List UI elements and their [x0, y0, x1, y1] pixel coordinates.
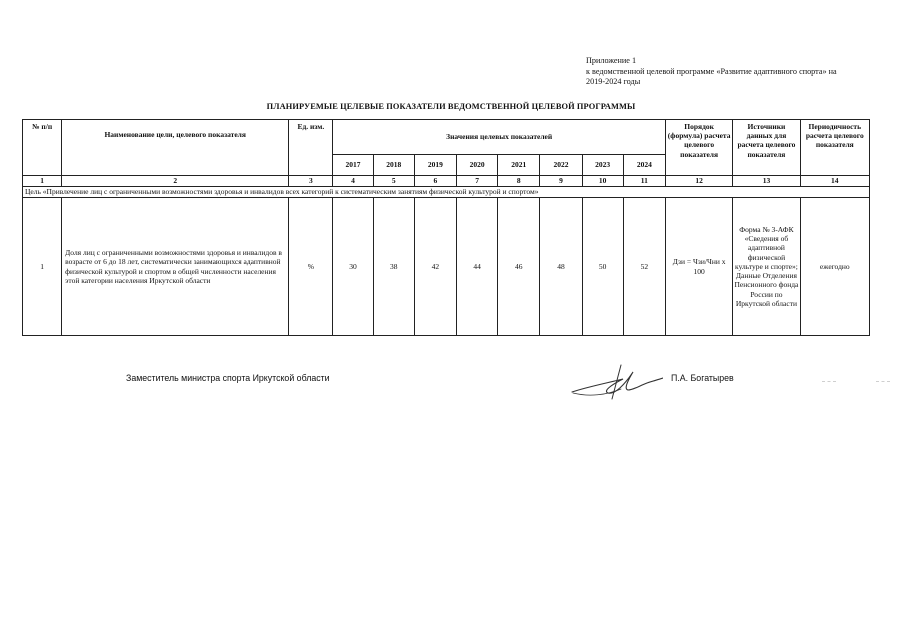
- signatory-name: П.А. Богатырев: [671, 373, 734, 383]
- year-cell: 2019: [414, 155, 456, 176]
- year-cell: 2021: [498, 155, 540, 176]
- column-number: 4: [333, 176, 373, 187]
- value-cell: 44: [456, 198, 497, 336]
- value-cell: 42: [414, 198, 456, 336]
- value-cell: 46: [498, 198, 540, 336]
- value-cell: 38: [373, 198, 414, 336]
- header-name: Наименование цели, целевого показателя: [62, 120, 289, 176]
- value-cell: 30: [333, 198, 373, 336]
- column-number-row: [23, 176, 870, 187]
- header-sources: Источники данных для расчета целевого показателя: [733, 120, 800, 176]
- indicators-table: [22, 119, 870, 336]
- appendix-line-3: 2019-2024 годы: [586, 77, 641, 87]
- goal-text: Цель «Привлечение лиц с ограниченными возможностями здоровья и инвалидов всех категорий к систематическим занятиям физической культурой и спортом»: [23, 187, 870, 198]
- column-number: 7: [456, 176, 497, 187]
- goal-row: [23, 187, 870, 198]
- column-number: 8: [498, 176, 540, 187]
- table-row: [23, 198, 870, 336]
- column-number: 13: [733, 176, 800, 187]
- header-values: Значения целевых показателей: [333, 120, 666, 155]
- value-cell: 48: [540, 198, 582, 336]
- sources-cell: Форма № 3-АФК «Сведения об адаптивной физической культуре и спорте»; Данные Отделения Пенсионного фонда России по Иркутской области: [733, 198, 800, 336]
- header-periodicity: Периодичность расчета целевого показателя: [800, 120, 869, 176]
- year-cell: 2017: [333, 155, 373, 176]
- unit-cell: %: [289, 198, 333, 336]
- value-cell: 50: [582, 198, 623, 336]
- column-number: 11: [623, 176, 665, 187]
- column-number: 12: [665, 176, 732, 187]
- year-cell: 2018: [373, 155, 414, 176]
- column-number: 3: [289, 176, 333, 187]
- header-formula: Порядок (формула) расчета целевого показателя: [665, 120, 732, 176]
- column-number: 6: [414, 176, 456, 187]
- column-number: 2: [62, 176, 289, 187]
- column-number: 14: [800, 176, 869, 187]
- year-cell: 2020: [456, 155, 497, 176]
- indicator-name: Доля лиц с ограниченными возможностями здоровья и инвалидов в возрасте от 6 до 18 лет, систематически занимающихся адаптивной физической культурой и спортом в общей численности населения этой категории населения Иркутской области: [62, 198, 289, 336]
- formula-cell: Дзи = Чзи/Чни х 100: [665, 198, 732, 336]
- column-number: 1: [23, 176, 62, 187]
- year-cell: 2024: [623, 155, 665, 176]
- appendix-line-2: к ведомственной целевой программе «Развитие адаптивного спорта» на: [586, 66, 837, 76]
- scan-mark: [876, 381, 890, 382]
- header-number: № п/п: [23, 120, 62, 176]
- signatory-position: Заместитель министра спорта Иркутской области: [126, 373, 330, 383]
- value-cell: 52: [623, 198, 665, 336]
- column-number: 10: [582, 176, 623, 187]
- column-number: 9: [540, 176, 582, 187]
- header-row: [23, 120, 870, 155]
- scan-mark: [822, 381, 836, 382]
- document-title: ПЛАНИРУЕМЫЕ ЦЕЛЕВЫЕ ПОКАЗАТЕЛИ ВЕДОМСТВЕННОЙ ЦЕЛЕВОЙ ПРОГРАММЫ: [266, 102, 636, 111]
- appendix-note: [586, 56, 886, 88]
- header-unit: Ед. изм.: [289, 120, 333, 176]
- year-cell: 2022: [540, 155, 582, 176]
- row-number: 1: [23, 198, 62, 336]
- appendix-line-1: Приложение 1: [586, 56, 637, 65]
- year-cell: 2023: [582, 155, 623, 176]
- signature-image: [563, 356, 663, 402]
- periodicity-cell: ежегодно: [800, 198, 869, 336]
- column-number: 5: [373, 176, 414, 187]
